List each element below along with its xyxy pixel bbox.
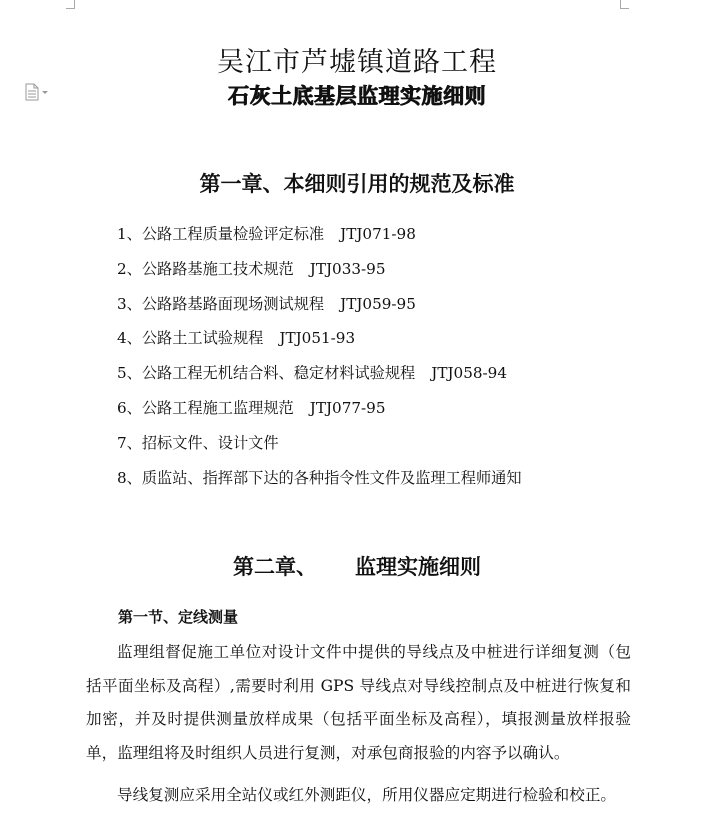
reference-list: [117, 222, 538, 500]
document-subtitle: 石灰土底基层监理实施细则: [228, 83, 486, 108]
list-item: 3、公路路基路面现场测试规程 JTJ059-95: [117, 294, 416, 313]
chapter-2-heading: [0, 551, 714, 581]
list-item: 5、公路工程无机结合料、稳定材料试验规程 JTJ058-94: [117, 364, 507, 383]
list-item: 7、招标文件、设计文件: [117, 433, 279, 452]
list-item: 4、公路土工试验规程 JTJ051-93: [117, 329, 356, 348]
body-paragraph: 监理组督促施工单位对设计文件中提供的导线点及中桩进行详细复测（包括平面坐标及高程）,需要时利用 GPS 导线点对导线控制点及中桩进行恢复和加密，并及时提供测量放样成果（包括平面坐标及高程），填报测量放样报验单，监理组将及时组织人员进行复测，对承包商报验的内容予以确认。: [86, 643, 631, 762]
chapter-2-title: 监理实施细则: [355, 555, 481, 579]
document-title: 吴江市芦墟镇道路工程: [217, 47, 497, 78]
list-item: 6、公路工程施工监理规范 JTJ077-95: [117, 398, 386, 417]
list-item: 1、公路工程质量检验评定标准 JTJ071-98: [117, 225, 416, 243]
list-item: 2、公路路基施工技术规范 JTJ033-95: [117, 259, 386, 278]
section-1-heading: 第一节、定线测量: [118, 608, 239, 626]
chapter-2-number: 第二章、: [233, 555, 317, 579]
body-paragraph: 导线复测应采用全站仪或红外测距仪，所用仪器应定期进行检验和校正。: [117, 786, 617, 804]
page-corner-mark-left: [66, 0, 75, 9]
page-corner-mark-right: [620, 0, 629, 9]
chapter-1-heading: 第一章、本细则引用的规范及标准: [199, 172, 515, 196]
list-item: 8、质监站、指挥部下达的各种指令性文件及监理工程师通知: [117, 468, 522, 487]
